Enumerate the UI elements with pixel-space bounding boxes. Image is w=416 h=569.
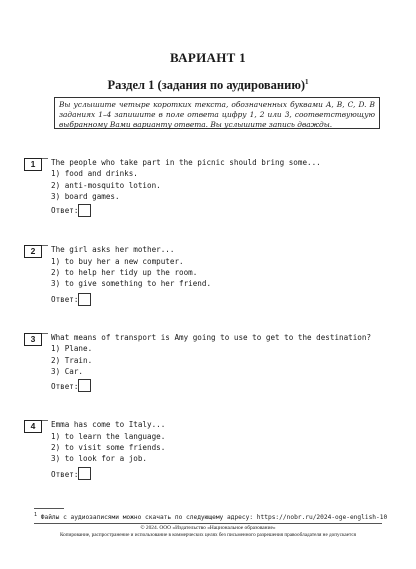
section-heading	[0, 78, 416, 93]
answer-option: 3) Car.	[51, 367, 84, 376]
answer-option: 3) to give something to her friend.	[51, 279, 212, 288]
question-prompt: Emma has come to Italy...	[51, 420, 166, 429]
answer-label: Ответ:	[51, 295, 79, 304]
answer-option: 3) to look for a job.	[51, 454, 148, 463]
question-number-box: 3	[24, 333, 42, 346]
answer-label: Ответ:	[51, 470, 79, 479]
question-number-box: 2	[24, 245, 42, 258]
answer-option: 2) Train.	[51, 356, 93, 365]
footer-divider	[34, 523, 382, 524]
answer-label: Ответ:	[51, 206, 79, 215]
question-prompt: The people who take part in the picnic should bring some...	[51, 158, 321, 167]
answer-option: 3) board games.	[51, 192, 120, 201]
footnote-marker: 1	[305, 78, 309, 86]
footnote-mark: 1	[34, 512, 38, 518]
answer-input-box[interactable]	[78, 379, 91, 392]
answer-input-box[interactable]	[78, 293, 91, 306]
answer-option: 1) food and drinks.	[51, 169, 138, 178]
answer-option: 2) anti-mosquito lotion.	[51, 181, 161, 190]
question-prompt: The girl asks her mother...	[51, 245, 175, 254]
answer-input-box[interactable]	[78, 204, 91, 217]
answer-option: 1) Plane.	[51, 344, 93, 353]
answer-option: 2) to help her tidy up the room.	[51, 268, 198, 277]
footnote-divider	[34, 508, 64, 509]
footnote-text: Файлы с аудиозаписями можно скачать по следующему адресу: https://nobr.ru/2024-oge-english-10	[40, 514, 388, 522]
question-prompt: What means of transport is Amy going to use to get to the destination?	[51, 333, 372, 342]
answer-option: 1) to learn the language.	[51, 432, 166, 441]
answer-option: 2) to visit some friends.	[51, 443, 166, 452]
question-number-box: 4	[24, 420, 42, 433]
copyright: © 2024. ООО «Издательство «Национальное образование»	[140, 525, 276, 531]
footnote	[34, 512, 394, 521]
instructions-box: Вы услышите четыре коротких текста, обозначенных буквами A, B, C, D. В заданиях 1–4 запишите в поле ответа цифру 1, 2 или 3, соответствующую выбранному Вами варианту ответа. Вы услышите запись дважды.	[54, 97, 380, 129]
answer-option: 1) to buy her a new computer.	[51, 257, 184, 266]
answer-input-box[interactable]	[78, 467, 91, 480]
answer-label: Ответ:	[51, 382, 79, 391]
variant-title: ВАРИАНТ 1	[170, 50, 246, 65]
copy-notice: Копирование, распространение и использование в коммерческих целях без письменного разрешения правообладателя не допускается	[59, 532, 357, 538]
section-title: Раздел 1 (задания по аудированию)	[107, 78, 306, 93]
question-number-box: 1	[24, 158, 42, 171]
